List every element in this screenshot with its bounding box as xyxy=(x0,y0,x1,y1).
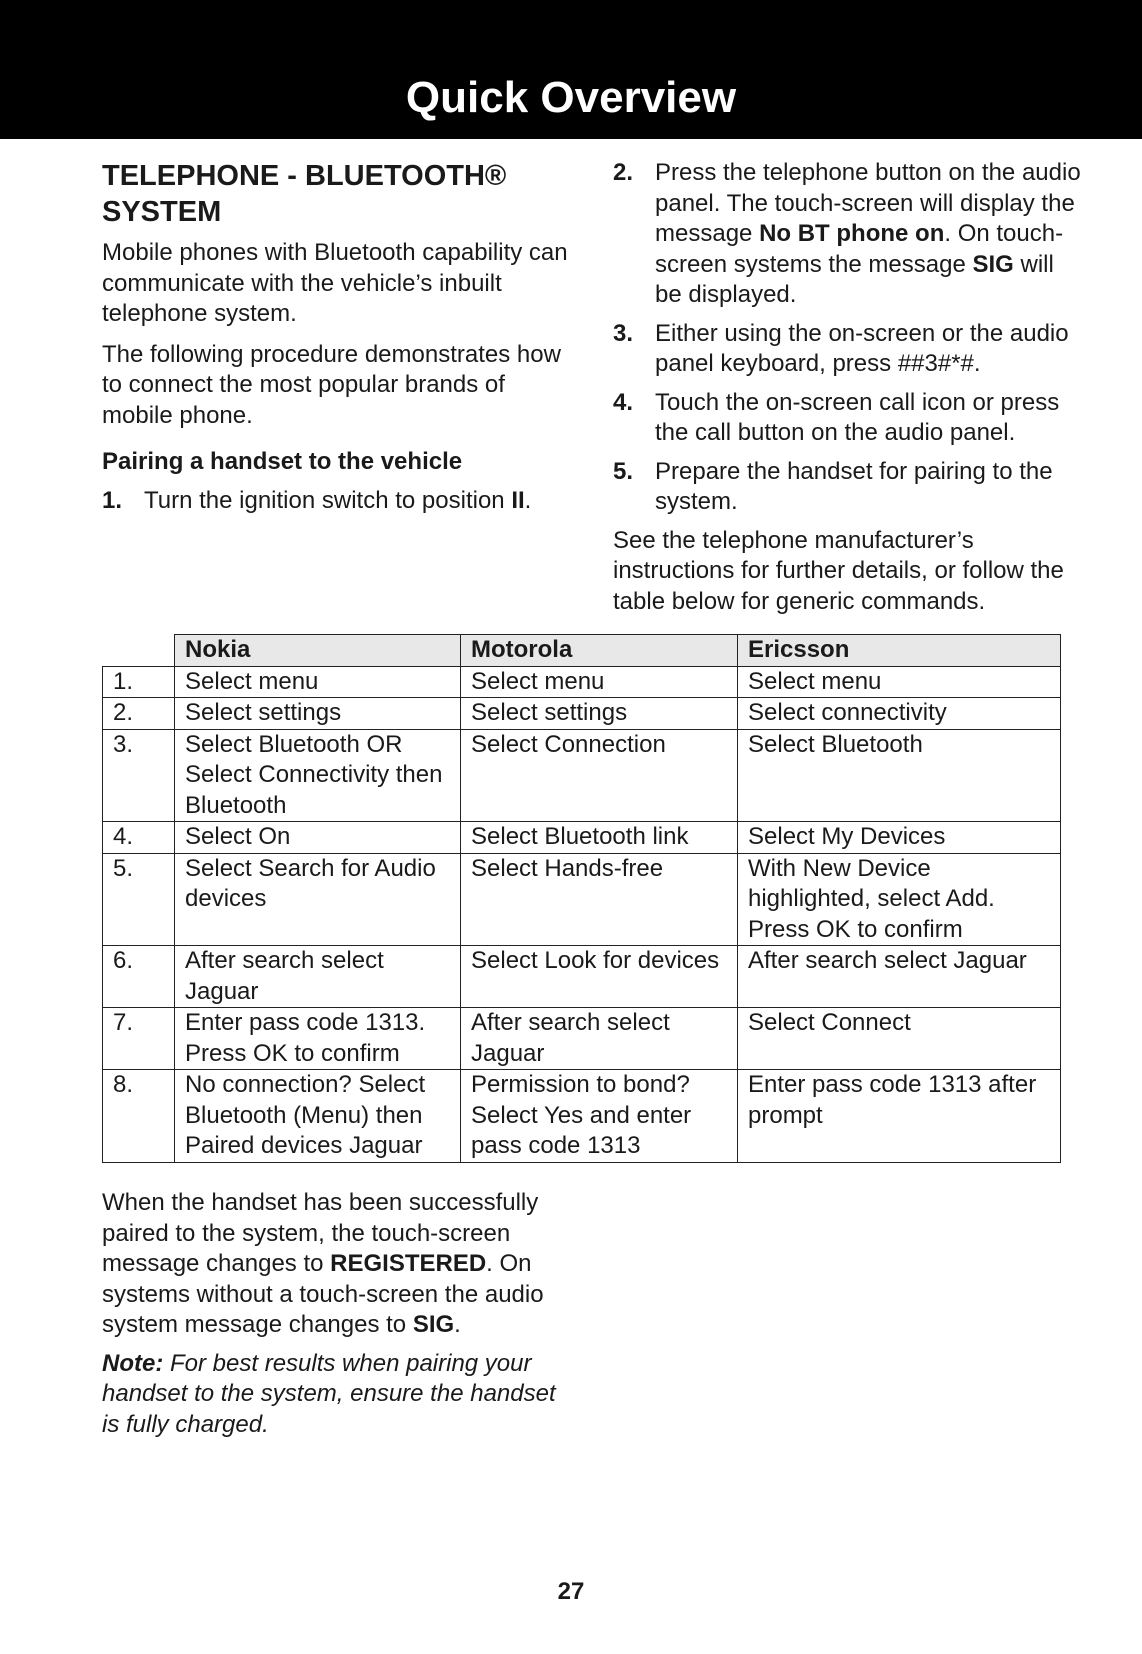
nokia-cell: Enter pass code 1313. Press OK to confirm xyxy=(175,1008,461,1070)
note-paragraph xyxy=(102,1349,572,1441)
motorola-cell: Permission to bond? Select Yes and enter pass code 1313 xyxy=(461,1070,738,1163)
motorola-cell: Select Look for devices xyxy=(461,946,738,1008)
motorola-cell: Select menu xyxy=(461,666,738,698)
row-number: 3. xyxy=(103,729,175,822)
table-header-nokia: Nokia xyxy=(175,635,461,667)
row-number: 8. xyxy=(103,1070,175,1163)
table-header-ericsson: Ericsson xyxy=(738,635,1061,667)
page-header-title: Quick Overview xyxy=(405,73,737,122)
step-5-text: Prepare the handset for pairing to the system. xyxy=(655,457,1053,515)
commands-table xyxy=(102,634,1061,1163)
step-4-text: Touch the on-screen call icon or press the call button on the audio panel. xyxy=(655,388,1060,446)
step-2-number: 2. xyxy=(613,159,634,186)
motorola-cell: Select Bluetooth link xyxy=(461,822,738,854)
step-4 xyxy=(613,388,1083,449)
table-row xyxy=(103,698,1061,730)
nokia-cell: No connection? Select Bluetooth (Menu) then Paired devices Jaguar xyxy=(175,1070,461,1163)
table-header-blank xyxy=(103,635,175,667)
step-5 xyxy=(613,457,1083,518)
nokia-cell: Select Search for Audio devices xyxy=(175,853,461,946)
ericsson-cell: Select Bluetooth xyxy=(738,729,1061,822)
step-2-text: Press the telephone button on the audio panel. The touch-screen will display the message No BT phone on. On touch-screen systems the message SIG will be displayed. xyxy=(655,159,1081,308)
note-label: Note: xyxy=(102,1349,164,1377)
ericsson-cell: After search select Jaguar xyxy=(738,946,1061,1008)
motorola-cell: After search select Jaguar xyxy=(461,1008,738,1070)
pairing-subheading: Pairing a handset to the vehicle xyxy=(102,448,463,475)
row-number: 4. xyxy=(103,822,175,854)
motorola-cell: Select Connection xyxy=(461,729,738,822)
step-1-text: Turn the ignition switch to position II. xyxy=(144,486,532,514)
section-title: TELEPHONE - BLUETOOTH® SYSTEM xyxy=(102,160,507,228)
ericsson-cell: Select Connect xyxy=(738,1008,1061,1070)
ericsson-cell: Select connectivity xyxy=(738,698,1061,730)
row-number: 1. xyxy=(103,666,175,698)
ericsson-cell: Select menu xyxy=(738,666,1061,698)
page-header xyxy=(0,0,1142,139)
table-row xyxy=(103,666,1061,698)
table-row xyxy=(103,946,1061,1008)
row-number: 6. xyxy=(103,946,175,1008)
row-number: 7. xyxy=(103,1008,175,1070)
ericsson-cell: Enter pass code 1313 after prompt xyxy=(738,1070,1061,1163)
step-3-text: Either using the on-screen or the audio panel keyboard, press ##3#*#. xyxy=(655,319,1069,377)
step-1 xyxy=(102,486,572,517)
intro-paragraph-2: The following procedure demonstrates how to connect the most popular brands of mobile phone. xyxy=(102,340,561,429)
registered-paragraph: When the handset has been successfully paired to the system, the touch-screen message changes to REGISTERED. On systems without a touch-screen the audio system message changes to SIG. xyxy=(102,1189,544,1338)
nokia-cell: After search select Jaguar xyxy=(175,946,461,1008)
left-column xyxy=(102,158,572,524)
nokia-cell: Select On xyxy=(175,822,461,854)
ericsson-cell: Select My Devices xyxy=(738,822,1061,854)
see-instructions-text: See the telephone manufacturer’s instructions for further details, or follow the table below for generic commands. xyxy=(613,526,1064,615)
table-row xyxy=(103,822,1061,854)
row-number: 2. xyxy=(103,698,175,730)
step-1-number: 1. xyxy=(102,486,123,514)
right-column xyxy=(613,158,1083,617)
nokia-cell: Select settings xyxy=(175,698,461,730)
step-3 xyxy=(613,319,1083,380)
intro-paragraph-1: Mobile phones with Bluetooth capability can communicate with the vehicle’s inbuilt telephone system. xyxy=(102,239,568,327)
commands-table-wrapper xyxy=(102,634,1060,1163)
note-text: For best results when pairing your handset to the system, ensure the handset is fully charged. xyxy=(102,1349,556,1438)
table-header-motorola: Motorola xyxy=(461,635,738,667)
table-row xyxy=(103,1070,1061,1163)
step-4-number: 4. xyxy=(613,388,634,416)
step-5-number: 5. xyxy=(613,457,634,485)
table-row xyxy=(103,729,1061,822)
bottom-text-block xyxy=(102,1188,572,1440)
table-row xyxy=(103,853,1061,946)
nokia-cell: Select Bluetooth OR Select Connectivity then Bluetooth xyxy=(175,729,461,822)
table-row xyxy=(103,1008,1061,1070)
motorola-cell: Select settings xyxy=(461,698,738,730)
nokia-cell: Select menu xyxy=(175,666,461,698)
ericsson-cell: With New Device highlighted, select Add. Press OK to confirm xyxy=(738,853,1061,946)
step-2 xyxy=(613,158,1083,311)
row-number: 5. xyxy=(103,853,175,946)
page-number: 27 xyxy=(557,1578,585,1605)
table-header-row xyxy=(103,635,1061,667)
motorola-cell: Select Hands-free xyxy=(461,853,738,946)
step-3-number: 3. xyxy=(613,319,634,347)
